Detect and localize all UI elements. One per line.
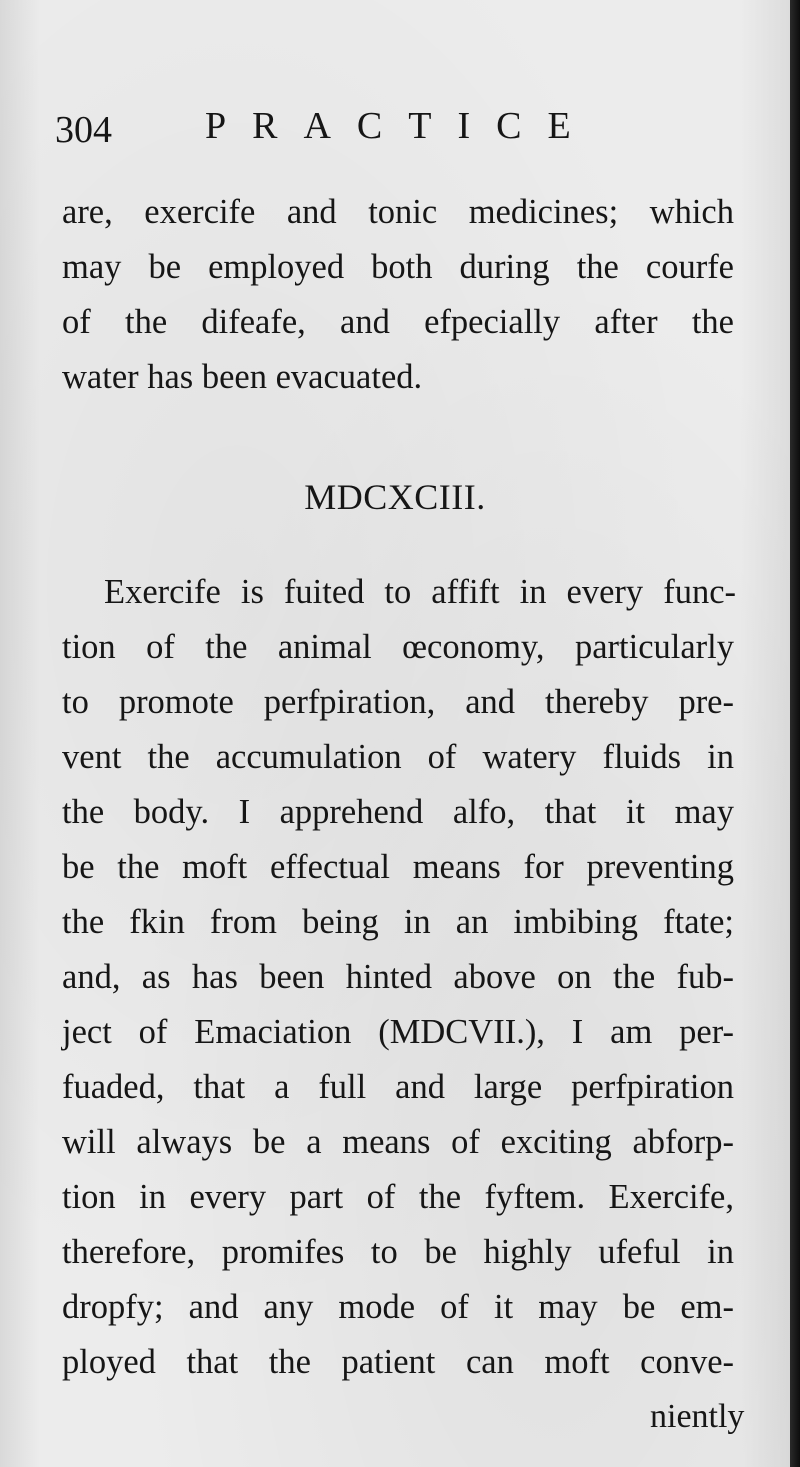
text-line: tion of the animal œconomy, particularly	[62, 628, 734, 666]
section-heading: MDCXCIII.	[304, 477, 486, 517]
text-line: therefore, promifes to be highly ufeful in	[62, 1233, 734, 1271]
text-line: may be employed both during the courfe	[62, 248, 734, 286]
text-line: vent the accumulation of watery fluids in	[62, 738, 734, 776]
text-line: water has been evacuated.	[62, 358, 423, 396]
text-line: the body. I apprehend alfo, that it may	[62, 793, 734, 831]
text-line: to promote perfpiration, and thereby pre-	[62, 683, 734, 721]
text-line: be the moft effectual means for preventing	[62, 848, 734, 886]
text-line: ject of Emaciation (MDCVII.), I am per-	[62, 1013, 734, 1051]
text-line: ployed that the patient can moft conve-	[62, 1343, 734, 1381]
text-line: Exercife is fuited to affift in every func-	[104, 573, 736, 611]
catchword: niently	[650, 1398, 745, 1435]
text-line: of the difeafe, and efpecially after the	[62, 303, 734, 341]
text-line: and, as has been hinted above on the fub-	[62, 958, 734, 996]
text-line: will always be a means of exciting abforp-	[62, 1123, 734, 1161]
text-line: fuaded, that a full and large perfpiration	[62, 1068, 734, 1106]
text-line: dropfy; and any mode of it may be em-	[62, 1288, 734, 1326]
text-line: are, exercife and tonic medicines; which	[62, 193, 734, 231]
text-line: the fkin from being in an imbibing ftate;	[62, 903, 734, 941]
text-line: tion in every part of the fyftem. Exercife,	[62, 1178, 734, 1216]
running-head: PRACTICE	[205, 105, 597, 147]
page-number: 304	[55, 109, 112, 151]
page-edge-shadow	[790, 0, 800, 1467]
